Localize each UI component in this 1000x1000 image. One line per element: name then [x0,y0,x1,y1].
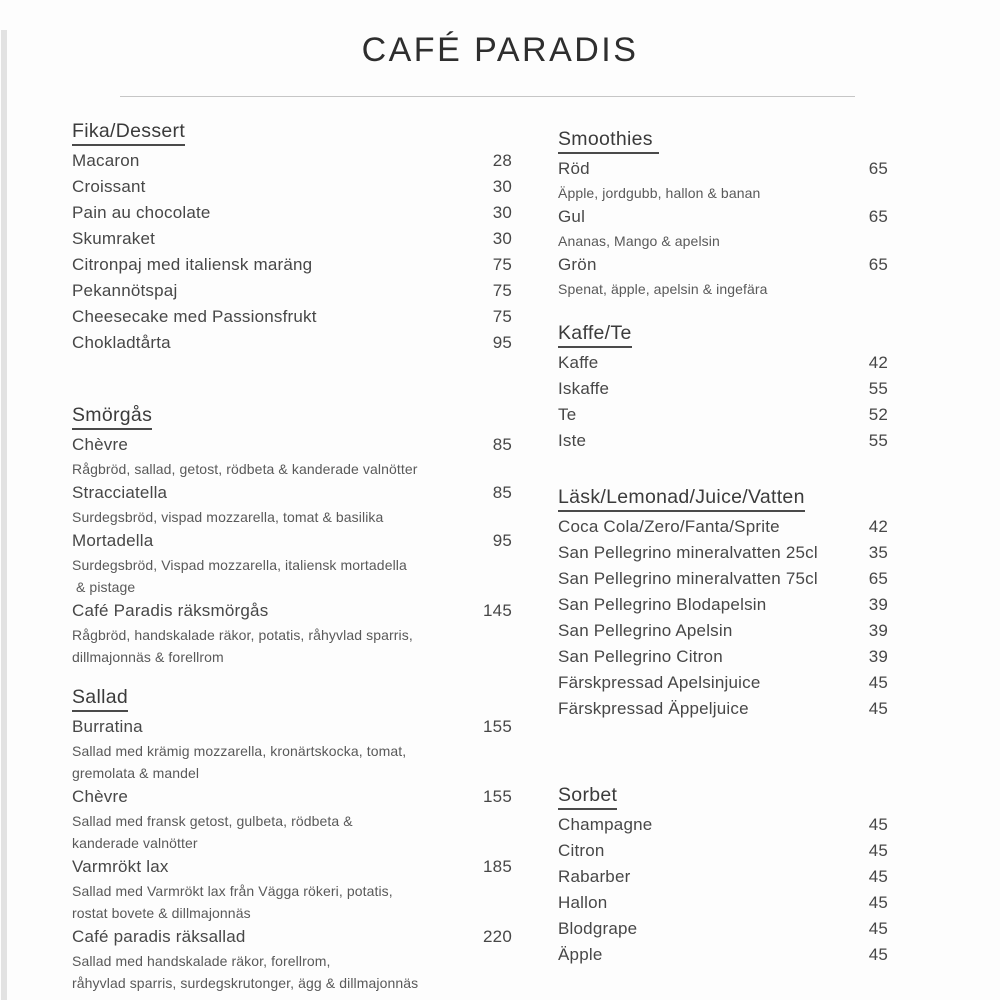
menu-item [72,528,512,598]
menu-item-price: 45 [868,945,888,964]
menu-items [558,514,888,722]
menu-item-description-line: Sallad med Varmrökt lax från Vägga rökeri, potatis, [72,883,393,899]
menu-item-price: 95 [492,531,512,550]
section-heading: Kaffe/Te [558,320,632,348]
menu-item-row [72,480,512,506]
menu-item-row [558,812,888,838]
menu-item-name: Macaron [72,151,140,170]
menu-item-row [558,514,888,540]
menu-item-price: 45 [868,841,888,860]
menu-item-name: Te [558,405,577,424]
menu-item-name: Citronpaj med italiensk maräng [72,255,313,274]
menu-item-row [558,942,888,968]
menu-item-price: 65 [868,207,888,226]
menu-item-name: Skumraket [72,229,156,248]
menu-item-row [558,644,888,670]
menu-item-price: 39 [868,621,888,640]
menu-item-name: Café paradis räksallad [72,927,246,946]
menu-item-name: Mortadella [72,531,154,550]
menu-item-row [72,924,512,950]
menu-item-name: Äpple [558,945,603,964]
menu-item-price: 185 [483,857,512,876]
menu-column-left [72,118,512,994]
menu-item-price: 95 [492,333,512,352]
menu-item-name: San Pellegrino mineralvatten 75cl [558,569,818,588]
menu-item [72,226,512,252]
menu-item [72,304,512,330]
menu-item-price: 30 [492,177,512,196]
menu-item-name: Hallon [558,893,608,912]
menu-item-name: San Pellegrino Apelsin [558,621,733,640]
menu-item-row [558,252,888,278]
menu-section [72,118,512,356]
menu-item-price: 42 [868,517,888,536]
section-heading: Fika/Dessert [72,118,185,146]
menu-item-price: 45 [868,919,888,938]
menu-item-row [558,916,888,942]
menu-item-row [72,598,512,624]
title-divider [120,96,855,97]
menu-item-row [72,330,512,356]
menu-item-description-line: Surdegsbröd, Vispad mozzarella, italiensk mortadella [72,557,407,573]
menu-section [558,126,888,300]
menu-item [558,514,888,540]
menu-item-row [558,350,888,376]
menu-item-description-line: Sallad med handskalade räkor, forellrom, [72,953,331,969]
menu-item-price: 45 [868,673,888,692]
menu-item [558,864,888,890]
menu-item-price: 45 [868,699,888,718]
menu-item-name: Iskaffe [558,379,610,398]
menu-item [72,148,512,174]
menu-items [558,350,888,454]
menu-item-row [72,854,512,880]
menu-item [72,330,512,356]
menu-item-description-line: Surdegsbröd, vispad mozzarella, tomat & basilika [72,509,384,525]
menu-item-price: 55 [868,379,888,398]
menu-item-description-line: Spenat, äpple, apelsin & ingefära [558,281,768,297]
menu-column-right [558,118,888,968]
menu-item-row [72,174,512,200]
menu-item-price: 75 [492,255,512,274]
menu-item-description-line: & pistage [72,579,136,595]
menu-item [558,812,888,838]
menu-item-name: Färskpressad Apelsinjuice [558,673,761,692]
menu-item-row [72,432,512,458]
menu-item-price: 65 [868,569,888,588]
section-heading: Smörgås [72,402,152,430]
menu-item-name: Grön [558,255,597,274]
menu-item-price: 35 [868,543,888,562]
menu-item [72,432,512,480]
menu-item [558,402,888,428]
menu-item-name: Rabarber [558,867,631,886]
menu-item-price: 85 [492,435,512,454]
menu-item [558,890,888,916]
menu-item [558,592,888,618]
menu-item-description-line: Rågbröd, sallad, getost, rödbeta & kanderade valnötter [72,461,418,477]
menu-item [72,714,512,784]
menu-item-name: Kaffe [558,353,599,372]
menu-item-name: Croissant [72,177,146,196]
menu-item-name: Varmrökt lax [72,857,169,876]
menu-item-row [558,864,888,890]
menu-item-price: 220 [483,927,512,946]
menu-item-row [72,252,512,278]
menu-item-price: 65 [868,255,888,274]
scanned-page-edge [1,30,7,1000]
menu-item-name: Pekannötspaj [72,281,178,300]
menu-item-row [72,714,512,740]
menu-item-price: 75 [492,281,512,300]
menu-item-description-line: Rågbröd, handskalade räkor, potatis, råhyvlad sparris, [72,627,413,643]
menu-item-price: 65 [868,159,888,178]
menu-item-description-line: Sallad med krämig mozzarella, kronärtskocka, tomat, [72,743,407,759]
menu-item [558,618,888,644]
menu-item-price: 75 [492,307,512,326]
menu-item [558,376,888,402]
menu-item [558,838,888,864]
menu-item-description-line: Sallad med fransk getost, gulbeta, rödbeta & [72,813,353,829]
menu-item-price: 42 [868,353,888,372]
menu-page [0,30,1000,1000]
menu-item-name: Stracciatella [72,483,168,502]
menu-item [558,252,888,300]
menu-item-row [558,566,888,592]
menu-item-row [72,528,512,554]
menu-item-row [558,156,888,182]
menu-item-name: Pain au chocolate [72,203,211,222]
menu-item-price: 55 [868,431,888,450]
section-heading: Sallad [72,684,128,712]
menu-item-description-line: dillmajonnäs & forellrom [72,649,224,665]
menu-item [72,278,512,304]
menu-item [72,252,512,278]
menu-item-row [72,304,512,330]
menu-item-price: 30 [492,203,512,222]
menu-item-name: Chokladtårta [72,333,171,352]
menu-item-row [558,428,888,454]
menu-item [72,598,512,668]
menu-item [558,350,888,376]
menu-item-price: 28 [492,151,512,170]
menu-section [558,320,888,454]
menu-item-row [72,278,512,304]
menu-item-name: Burratina [72,717,143,736]
menu-item-description-line: Ananas, Mango & apelsin [558,233,720,249]
menu-item-name: Chèvre [72,787,129,806]
menu-item-row [558,540,888,566]
menu-item-name: Coca Cola/Zero/Fanta/Sprite [558,517,780,536]
menu-item-price: 145 [483,601,512,620]
page-title: CAFÉ PARADIS [361,31,639,69]
menu-item [558,696,888,722]
menu-item-name: Chèvre [72,435,129,454]
menu-item-row [72,784,512,810]
menu-item-row [558,402,888,428]
menu-item-name: Champagne [558,815,653,834]
menu-item-row [558,838,888,864]
menu-item [72,784,512,854]
menu-item [558,670,888,696]
menu-items [72,148,512,356]
section-heading: Sorbet [558,782,617,810]
menu-item-price: 39 [868,647,888,666]
menu-item-description-line: kanderade valnötter [72,835,198,851]
menu-items [558,812,888,968]
menu-item-name: Café Paradis räksmörgås [72,601,269,620]
menu-item [558,204,888,252]
menu-item [558,566,888,592]
menu-section [72,684,512,994]
menu-item-row [558,376,888,402]
menu-item-name: Blodgrape [558,919,638,938]
menu-item-description-line: råhyvlad sparris, surdegskrutonger, ägg & dillmajonnäs [72,975,419,991]
menu-item-row [72,148,512,174]
menu-item-name: Iste [558,431,587,450]
section-heading: Smoothies [558,126,659,154]
menu-item [558,942,888,968]
menu-item-name: San Pellegrino mineralvatten 25cl [558,543,818,562]
menu-item-name: Färskpressad Äppeljuice [558,699,749,718]
menu-item-row [72,226,512,252]
menu-item-price: 155 [483,787,512,806]
menu-item-row [558,592,888,618]
menu-item-name: Citron [558,841,605,860]
menu-item-name: Röd [558,159,590,178]
menu-items [558,156,888,300]
menu-section [72,402,512,668]
menu-item [72,854,512,924]
menu-item [558,428,888,454]
menu-item-name: Gul [558,207,586,226]
menu-item-description-line: rostat bovete & dillmajonnäs [72,905,251,921]
menu-columns [0,118,1000,994]
menu-item [72,200,512,226]
menu-section [558,782,888,968]
menu-item [72,924,512,994]
menu-item-name: San Pellegrino Citron [558,647,723,666]
menu-item-price: 45 [868,867,888,886]
section-heading: Läsk/Lemonad/Juice/Vatten [558,484,805,512]
menu-item-row [72,200,512,226]
menu-items [72,432,512,668]
menu-item-row [558,618,888,644]
menu-item-row [558,204,888,230]
menu-item [558,644,888,670]
menu-item [558,156,888,204]
menu-item-name: Cheesecake med Passionsfrukt [72,307,317,326]
menu-item-price: 30 [492,229,512,248]
menu-item-price: 39 [868,595,888,614]
menu-items [72,714,512,994]
menu-item-price: 52 [868,405,888,424]
menu-item-description-line: gremolata & mandel [72,765,200,781]
menu-item [558,916,888,942]
menu-item [558,540,888,566]
menu-item-description-line: Äpple, jordgubb, hallon & banan [558,185,761,201]
menu-item-row [558,696,888,722]
menu-item [72,480,512,528]
menu-item-price: 85 [492,483,512,502]
menu-section [558,484,888,722]
menu-item-price: 45 [868,893,888,912]
menu-item [72,174,512,200]
menu-item-price: 155 [483,717,512,736]
menu-item-name: San Pellegrino Blodapelsin [558,595,767,614]
menu-item-price: 45 [868,815,888,834]
menu-item-row [558,890,888,916]
menu-item-row [558,670,888,696]
